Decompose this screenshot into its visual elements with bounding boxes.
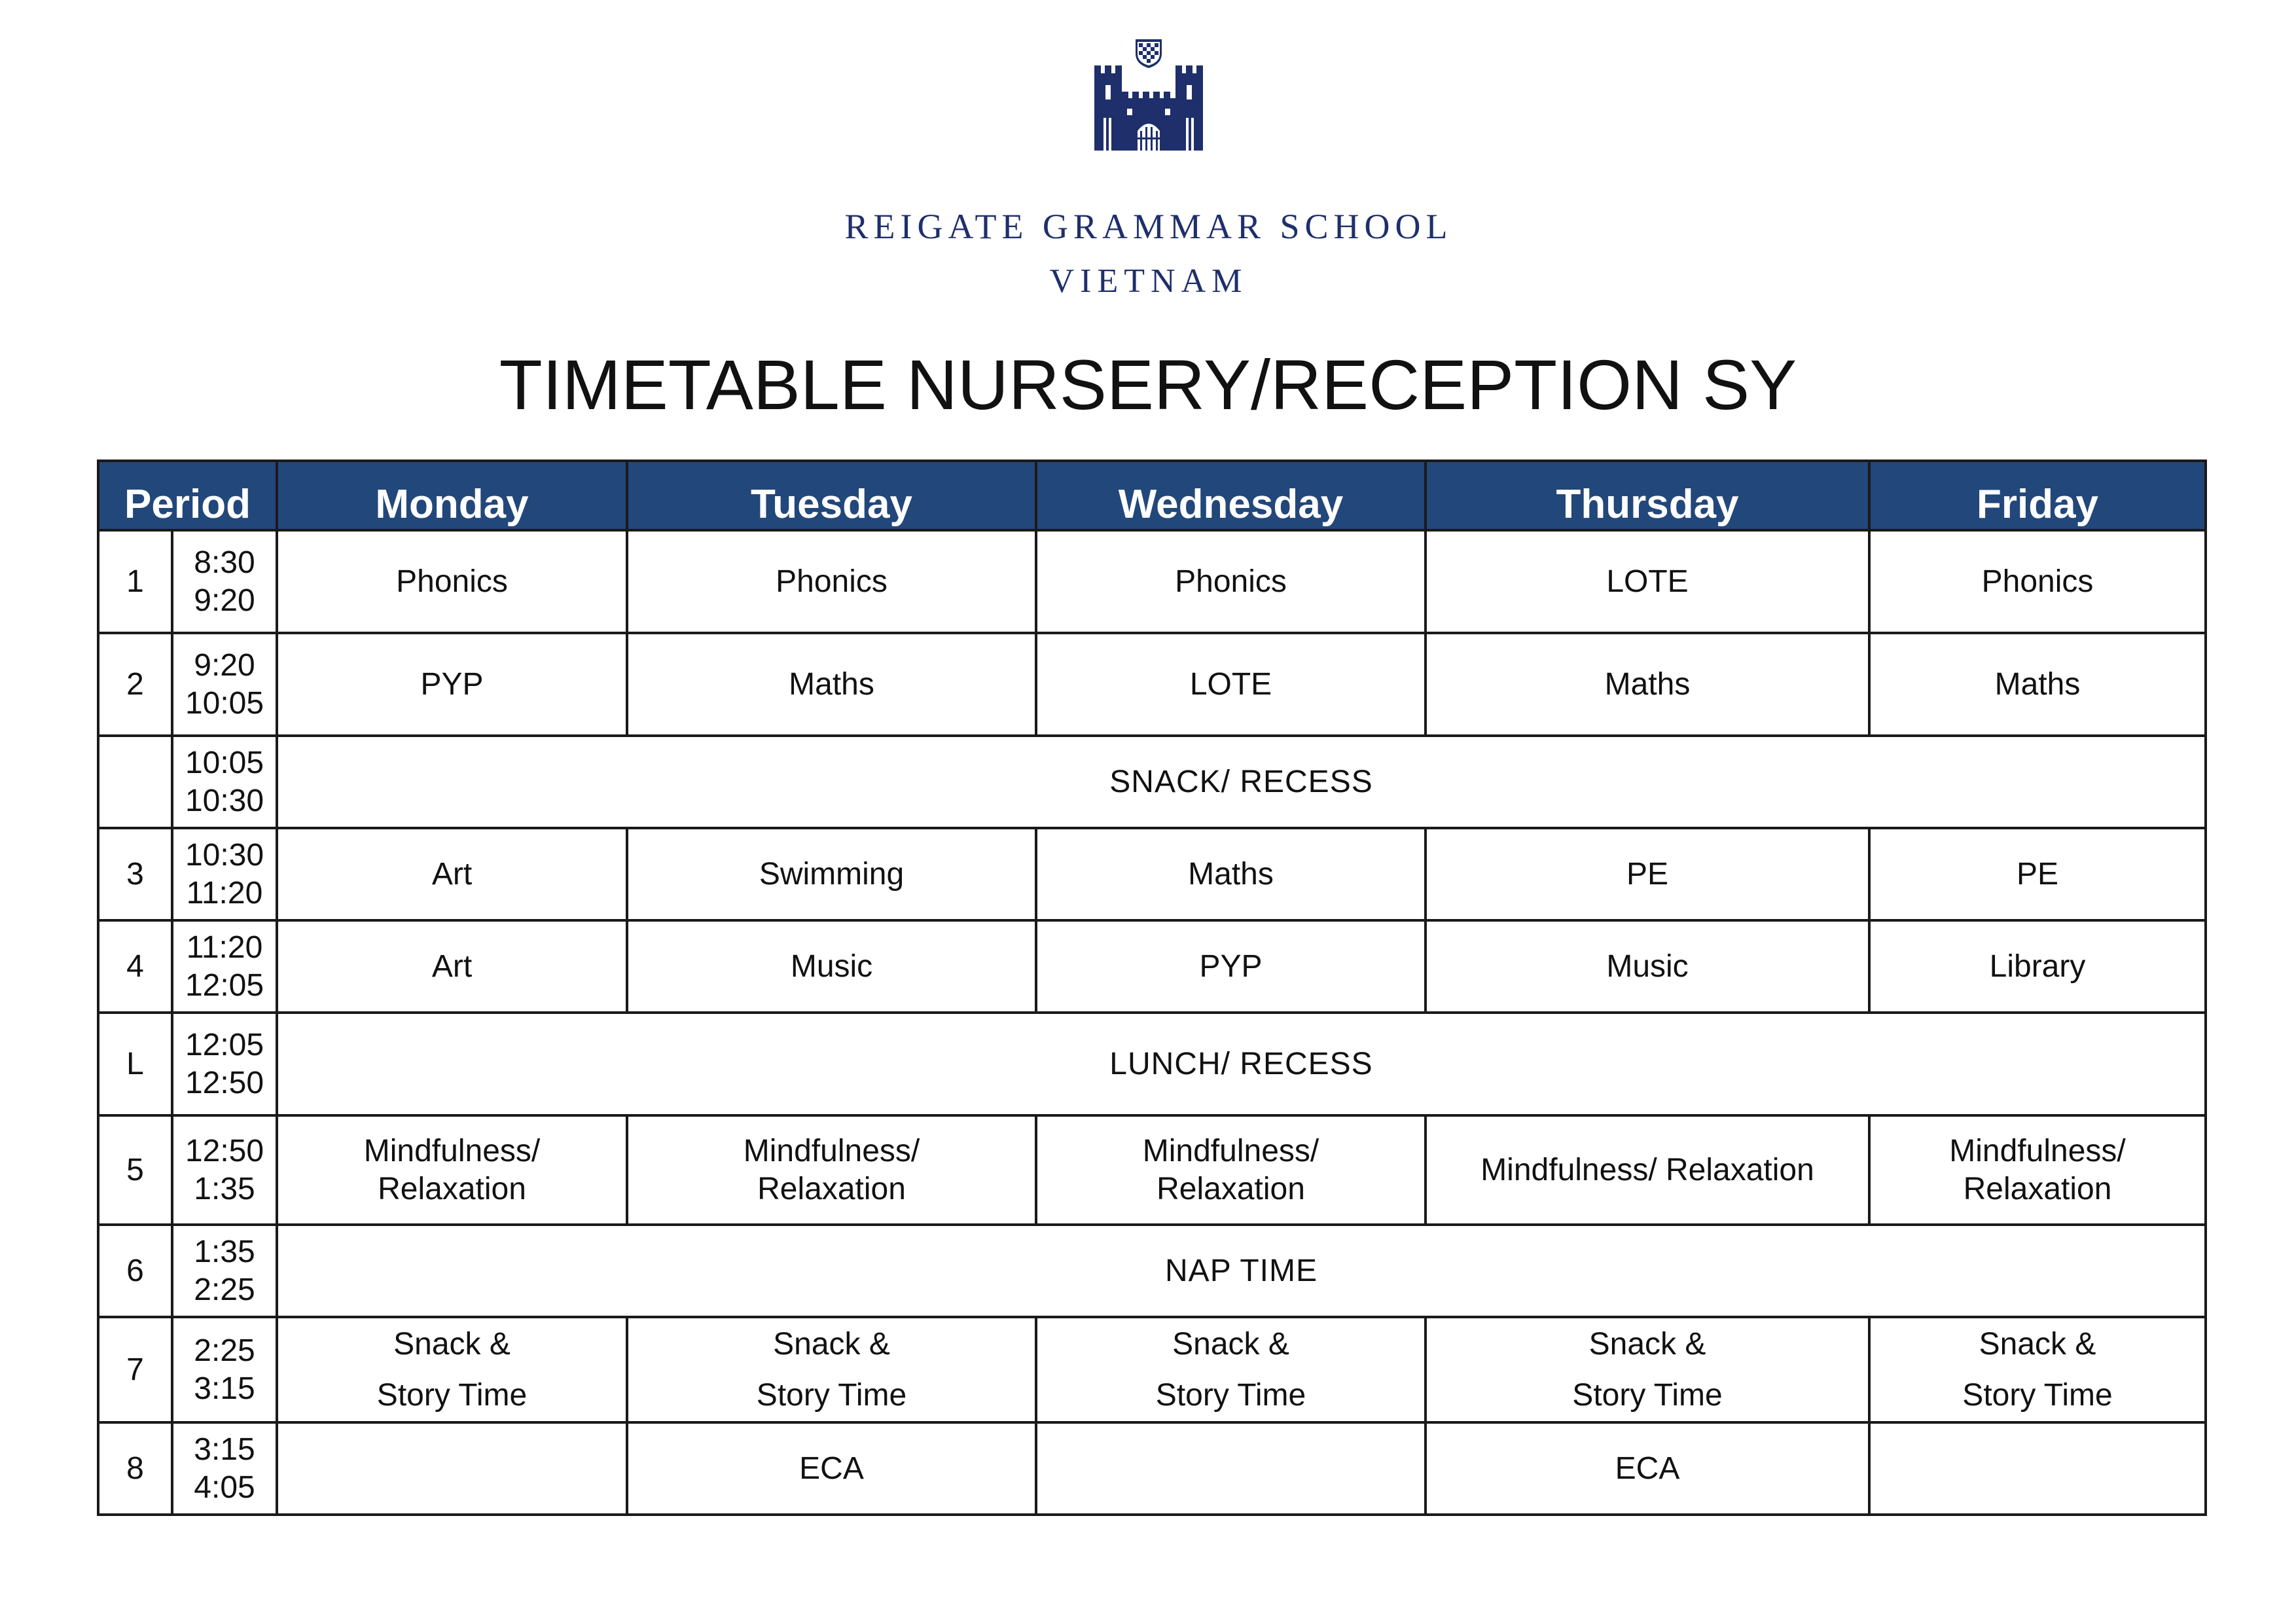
cell-wednesday: PYP xyxy=(1036,920,1426,1013)
cell-friday: Library xyxy=(1869,920,2206,1013)
break-cell: SNACK/ RECESS xyxy=(277,736,2206,828)
cell-thursday: Music xyxy=(1426,920,1869,1013)
cell-friday: Maths xyxy=(1869,633,2206,736)
cell-tuesday: Mindfulness/ Relaxation xyxy=(627,1115,1036,1225)
cell-tuesday: Music xyxy=(627,920,1036,1013)
cell-wednesday xyxy=(1036,1422,1426,1515)
cell-monday: Art xyxy=(277,828,627,920)
header-thursday: Thursday xyxy=(1426,461,1869,530)
table-row xyxy=(98,1115,2206,1225)
table-row xyxy=(98,736,2206,828)
break-cell: NAP TIME xyxy=(277,1225,2206,1317)
cell-monday: Mindfulness/ Relaxation xyxy=(277,1115,627,1225)
period-time: 12:50 1:35 xyxy=(172,1115,277,1225)
period-time: 10:30 11:20 xyxy=(172,828,277,920)
cell-monday: Art xyxy=(277,920,627,1013)
period-number: 2 xyxy=(98,633,172,736)
table-row xyxy=(98,920,2206,1013)
cell-thursday: PE xyxy=(1426,828,1869,920)
cell-thursday: ECA xyxy=(1426,1422,1869,1515)
table-row xyxy=(98,1317,2206,1422)
cell-monday: PYP xyxy=(277,633,627,736)
period-number: 4 xyxy=(98,920,172,1013)
cell-wednesday: Snack & Story Time xyxy=(1036,1317,1426,1422)
school-logo xyxy=(825,39,1473,300)
break-cell: LUNCH/ RECESS xyxy=(277,1013,2206,1115)
table-row xyxy=(98,1225,2206,1317)
period-time: 9:20 10:05 xyxy=(172,633,277,736)
cell-tuesday: Maths xyxy=(627,633,1036,736)
period-number: L xyxy=(98,1013,172,1115)
period-number: 8 xyxy=(98,1422,172,1515)
period-time: 1:35 2:25 xyxy=(172,1225,277,1317)
header-friday: Friday xyxy=(1869,461,2206,530)
school-location: VIETNAM xyxy=(1049,262,1248,300)
period-number xyxy=(98,736,172,828)
cell-friday: Phonics xyxy=(1869,530,2206,633)
table-row xyxy=(98,633,2206,736)
cell-thursday: LOTE xyxy=(1426,530,1869,633)
cell-wednesday: Mindfulness/ Relaxation xyxy=(1036,1115,1426,1225)
period-number: 6 xyxy=(98,1225,172,1317)
header-period: Period xyxy=(98,461,277,530)
period-time: 3:15 4:05 xyxy=(172,1422,277,1515)
period-time: 11:20 12:05 xyxy=(172,920,277,1013)
period-number: 7 xyxy=(98,1317,172,1422)
cell-tuesday: Swimming xyxy=(627,828,1036,920)
table-row xyxy=(98,1013,2206,1115)
header-tuesday: Tuesday xyxy=(627,461,1036,530)
period-number: 3 xyxy=(98,828,172,920)
cell-friday xyxy=(1869,1422,2206,1515)
cell-monday xyxy=(277,1422,627,1515)
castle-crest-icon xyxy=(1094,39,1203,151)
header-row xyxy=(98,461,2206,530)
period-number: 5 xyxy=(98,1115,172,1225)
cell-thursday: Maths xyxy=(1426,633,1869,736)
timetable xyxy=(97,460,2207,1516)
cell-friday: Snack & Story Time xyxy=(1869,1317,2206,1422)
cell-tuesday: ECA xyxy=(627,1422,1036,1515)
table-row xyxy=(98,530,2206,633)
cell-tuesday: Snack & Story Time xyxy=(627,1317,1036,1422)
cell-friday: PE xyxy=(1869,828,2206,920)
header-wednesday: Wednesday xyxy=(1036,461,1426,530)
header-monday: Monday xyxy=(277,461,627,530)
cell-monday: Snack & Story Time xyxy=(277,1317,627,1422)
table-row xyxy=(98,828,2206,920)
table-row xyxy=(98,1422,2206,1515)
cell-friday: Mindfulness/ Relaxation xyxy=(1869,1115,2206,1225)
page-title: TIMETABLE NURSERY/RECEPTION SY xyxy=(499,345,1797,424)
cell-wednesday: Phonics xyxy=(1036,530,1426,633)
cell-thursday: Mindfulness/ Relaxation xyxy=(1426,1115,1869,1225)
period-time: 10:05 10:30 xyxy=(172,736,277,828)
cell-wednesday: LOTE xyxy=(1036,633,1426,736)
period-time: 2:25 3:15 xyxy=(172,1317,277,1422)
cell-tuesday: Phonics xyxy=(627,530,1036,633)
period-time: 12:05 12:50 xyxy=(172,1013,277,1115)
period-time: 8:30 9:20 xyxy=(172,530,277,633)
school-name: REIGATE GRAMMAR SCHOOL xyxy=(844,207,1453,246)
cell-thursday: Snack & Story Time xyxy=(1426,1317,1869,1422)
period-number: 1 xyxy=(98,530,172,633)
cell-wednesday: Maths xyxy=(1036,828,1426,920)
cell-monday: Phonics xyxy=(277,530,627,633)
